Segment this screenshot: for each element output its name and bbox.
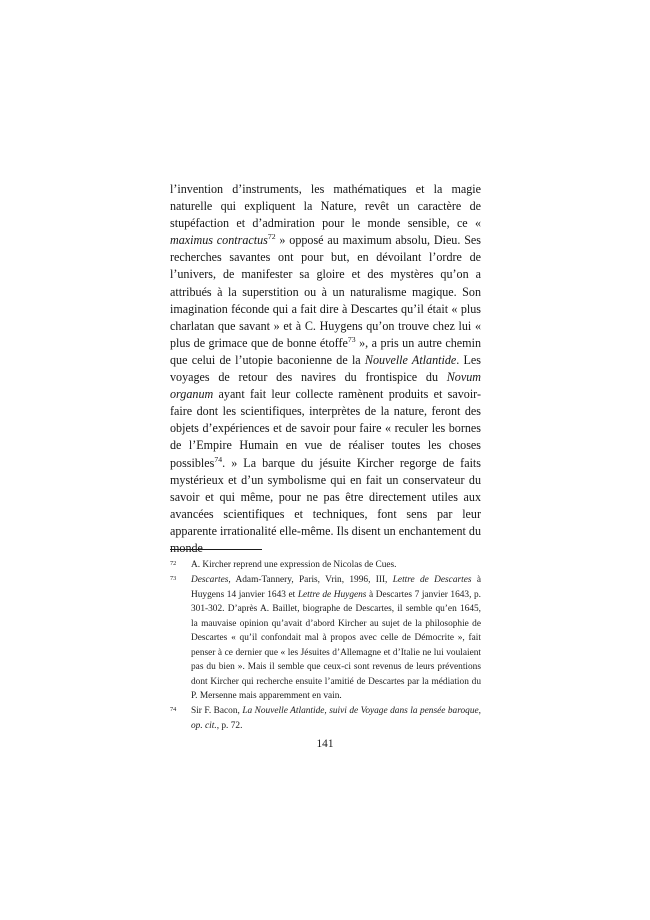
italic-run: op. cit. [191, 721, 217, 732]
footnote-item [170, 704, 481, 733]
footnote-separator-rule [170, 549, 262, 550]
footnote-marker: 72 [170, 560, 177, 567]
footnote-marker: 74 [170, 706, 177, 714]
italic-run: La Nouvelle Atlantide, suivi de Voyage dans la pensée baroque [242, 706, 479, 717]
italic-run: Novum organum [170, 370, 481, 402]
italic-run: maximus contractus [170, 233, 268, 248]
italic-run: Nouvelle Atlantide [364, 352, 457, 367]
footnote-text: Sir F. Bacon, La Nouvelle Atlantide, suivi de Voyage dans la pensée baroque, op. cit., p. 72. [191, 706, 481, 732]
body-text-block [170, 181, 481, 557]
footnote-text: Descartes, Adam-Tannery, Paris, Vrin, 1996, III, Lettre de Descartes à Huygens 14 janvier 1643 et Lettre de Huygens à Descartes 7 janvier 1643, p. 301-302. D’après A. Baillet, biographe de Descartes, il semble qu’en 1645, la mauvaise opinion qu’avait d’abord Kircher au sujet de la philosophie de Descartes « qu’il confondait mal à propos avec celle de Démocrite », fait penser à ce dernier que « les Jésuites d’Allemagne et d’Italie ne lui voulaient pas du bien ». Mais il semble que ceux-ci sont revenus de leurs préventions dont Kircher qui recherche ensuite l’amitié de Descartes par la médiation du P. Mersenne mais apparemment en vain. [191, 575, 481, 702]
italic-run: Lettre de Huygens [297, 589, 367, 600]
footnote-reference: 73 [347, 334, 356, 344]
page-number: 141 [316, 738, 334, 750]
footnote-item [170, 558, 481, 573]
footnote-reference: 74 [214, 454, 223, 464]
footnote-section [170, 558, 481, 734]
italic-run: Descartes [191, 575, 229, 586]
italic-run: Lettre de Descartes [392, 575, 472, 586]
footnote-reference: 72 [267, 232, 276, 242]
body-paragraph: l’invention d’instruments, les mathématiques et la magie naturelle qui expliquent la Nature, revêt un caractère de stupéfaction et d’admiration pour le monde sensible, ce « maximus contractus$^{72}$ » opposé au maximum absolu, Dieu. Ses recherches savantes ont pour but, en dévoilant l’ordre de l’univers, de manifester sa gloire et des mystères qu’on a attribués à la superstition ou à un naturalisme magique. Son imagination féconde qui a fait dire à Descartes qu’il était « plus charlatan que savant » et à C. Huygens qu’on trouve chez lui « plus de grimace que de bonne étoffe$^{73}$ », a pris un autre chemin que celui de l’utopie baconienne de la Nouvelle Atlantide. Les voyages de retour des navires du frontispice du Novum organum ayant fait leur collecte ramènent produits et savoir-faire dont les scientifiques, interprètes de la nature, feront des objets d’expériences et de savoir pour faire « reculer les bornes de l’Empire Humain en vue de réaliser toutes les choses possibles$^{74}$. » La barque du jésuite Kircher regorge de faits mystérieux et d’un symbolisme qui en fait un conservateur du savoir et qui même, pour ne pas être directement utiles aux avancées scientifiques et techniques, font sens par leur apparente irrationalité elle-même. Ils disent un enchantement du monde [170, 182, 482, 555]
footnote-marker: 73 [170, 575, 177, 583]
footnote-item [170, 573, 481, 704]
footnote-text: A. Kircher reprend une expression de Nicolas de Cues. [191, 560, 397, 570]
